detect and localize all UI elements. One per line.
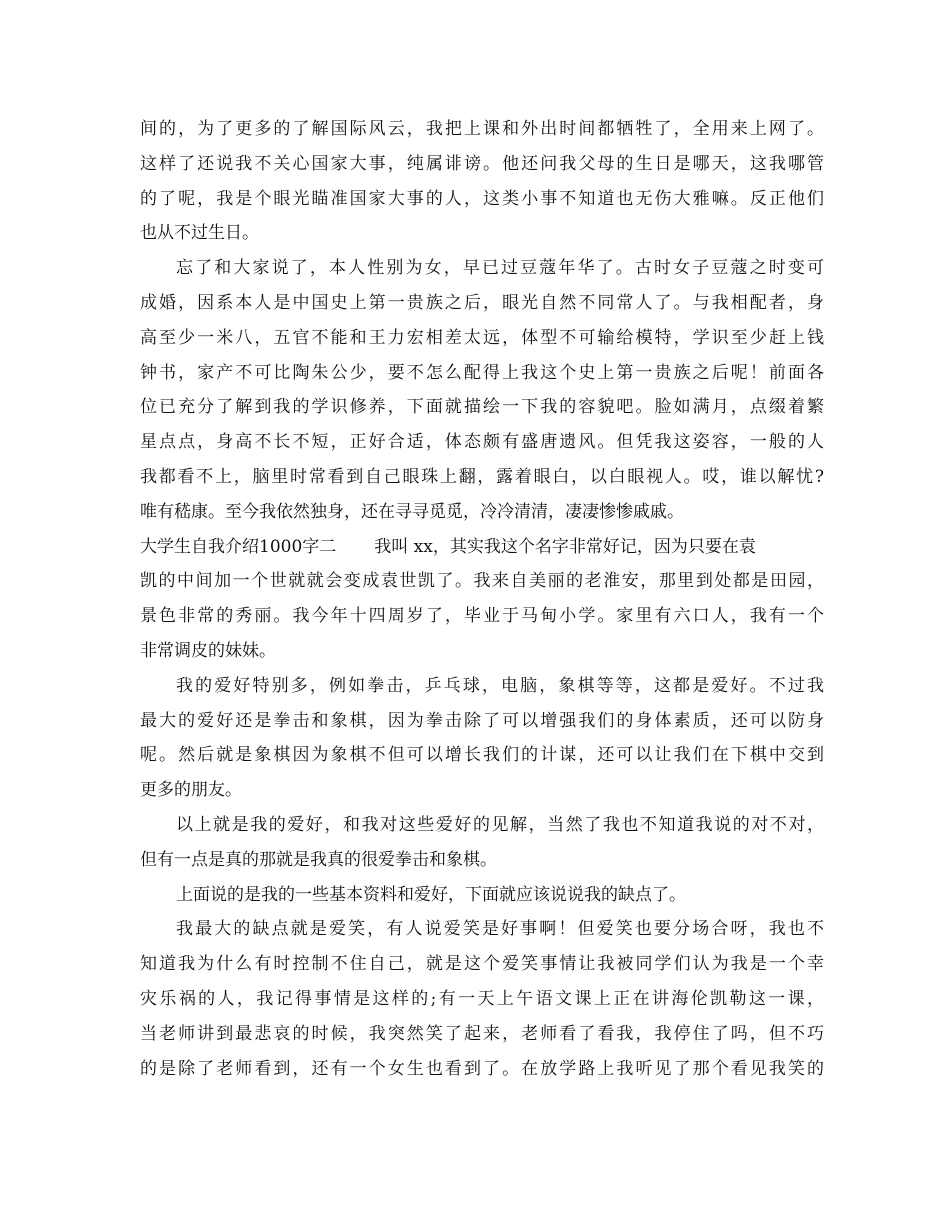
paragraph-2: [140, 251, 824, 529]
text-line: 忘了和大家说了，本人性别为女，早已过豆蔻年华了。古时女子豆蔻之时变可: [176, 258, 824, 279]
text-line: 当老师讲到最悲哀的时候，我突然笑了起来，老师看了看我，我停住了吗，但不巧: [140, 1023, 824, 1044]
text-line: 星点点，身高不长不短，正好合适，体态颇有盛唐遗风。但凭我这姿容，一般的人: [140, 432, 824, 453]
text-line: 知道我为什么有时控制不住自己，就是这个爱笑事情让我被同学们认为我是一个幸: [140, 954, 824, 975]
text-line: 呢。然后就是象棋因为象棋不但可以增长我们的计谋，还可以让我们在下棋中交到: [140, 745, 824, 766]
document-body: [140, 112, 824, 1086]
paragraph-3: [140, 530, 824, 669]
text-line: 以上就是我的爱好，和我对这些爱好的见解，当然了我也不知道我说的对不对，: [176, 814, 824, 835]
text-segment: 我叫 xx，其实我这个名字非常好记，因为只要在袁: [374, 536, 756, 557]
text-line: 我的爱好特别多，例如拳击，乒乓球，电脑，象棋等等，这都是爱好。不过我: [176, 675, 824, 696]
paragraph-5: [140, 808, 824, 878]
text-line: 凯的中间加一个世就就会变成袁世凯了。我来自美丽的老淮安，那里到处都是田园，: [140, 571, 824, 592]
text-line: 的了呢，我是个眼光瞄准国家大事的人，这类小事不知道也无伤大雅嘛。反正他们: [140, 188, 824, 209]
paragraph-7: [140, 912, 824, 1086]
text-line: 上面说的是我的一些基本资料和爱好，下面就应该说说我的缺点了。: [176, 884, 686, 905]
text-line: 景色非常的秀丽。我今年十四周岁了，毕业于马甸小学。家里有六口人，我有一个: [140, 606, 824, 627]
text-line: 高至少一米八，五官不能和王力宏相差太远，体型不可输给模特，学识至少赶上钱: [140, 327, 824, 348]
text-line: 非常调皮的妹妹。: [140, 640, 276, 661]
text-line: 成婚，因系本人是中国史上第一贵族之后，眼光自然不同常人了。与我相配者，身: [140, 292, 824, 313]
text-line: 我最大的缺点就是爱笑，有人说爱笑是好事啊！但爱笑也要分场合呀，我也不: [176, 919, 824, 940]
text-line: 也从不过生日。: [140, 223, 259, 244]
text-line: 这样了还说我不关心国家大事，纯属诽谤。他还问我父母的生日是哪天，这我哪管: [140, 153, 824, 174]
text-line: 间的，为了更多的了解国际风云，我把上课和外出时间都牺牲了，全用来上网了。: [140, 119, 824, 139]
section-heading-line: [140, 530, 824, 565]
text-line: 最大的爱好还是拳击和象棋，因为拳击除了可以增强我们的身体素质，还可以防身: [140, 710, 824, 731]
text-line: 更多的朋友。: [140, 780, 242, 801]
text-line: 位已充分了解到我的学识修养，下面就描绘一下我的容貌吧。脸如满月，点缀着繁: [140, 397, 824, 418]
section-heading: 大学生自我介绍1000字二: [140, 536, 337, 557]
text-line: 我都看不上，脑里时常看到自己眼珠上翻，露着眼白，以白眼视人。哎，谁以解忧?: [140, 466, 824, 487]
text-line: 灾乐祸的人，我记得事情是这样的;有一天上午语文课上正在讲海伦凯勒这一课，: [140, 988, 824, 1009]
text-line: 钟书，家产不可比陶朱公少，要不怎么配得上我这个史上第一贵族之后呢！前面各: [140, 362, 824, 383]
paragraph-1: [140, 112, 824, 251]
text-line: 唯有嵇康。至今我依然独身，还在寻寻觅觅，冷冷清清，凄凄惨惨戚戚。: [140, 501, 684, 522]
text-line: 但有一点是真的那就是我真的很爱拳击和象棋。: [140, 849, 497, 870]
paragraph-4: [140, 669, 824, 808]
text-line: 的是除了老师看到，还有一个女生也看到了。在放学路上我听见了那个看见我笑的: [140, 1058, 824, 1079]
paragraph-6: [140, 878, 824, 913]
